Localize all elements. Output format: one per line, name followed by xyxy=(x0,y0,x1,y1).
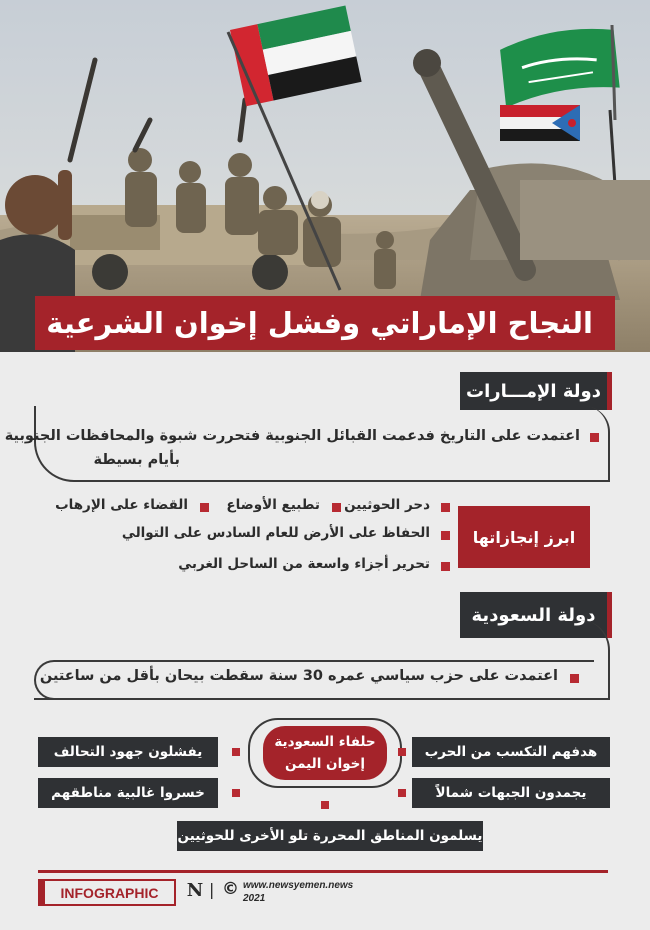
achievement-bullet xyxy=(441,562,450,571)
allies-center-line1: حلفاء السعودية xyxy=(274,734,376,750)
ally-box-left-top: يفشلون جهود التحالف xyxy=(38,737,218,767)
footer-divider xyxy=(38,870,608,873)
connector-dot xyxy=(398,789,406,797)
ally-box-right-bottom: يجمدون الجبهات شمالاً xyxy=(412,778,610,808)
saudi-heading: دولة السعودية xyxy=(460,592,607,638)
uae-statement-frame xyxy=(34,406,610,482)
main-title-bar xyxy=(35,296,615,350)
achievement-bullet xyxy=(332,503,341,512)
allies-center-line2: إخوان اليمن xyxy=(284,756,366,772)
infographic-label: INFOGRAPHIC xyxy=(60,884,159,901)
achievement-item: تطبيع الأوضاع xyxy=(226,497,320,513)
uae-statement-line2: بأيام بسيطة xyxy=(93,452,180,468)
uae-heading: دولة الإمـــارات xyxy=(460,372,607,410)
saudi-statement: اعتمدت على حزب سياسي عمره 30 سنة سقطت بيحان بأقل من ساعتين xyxy=(39,668,558,684)
saudi-statement-bullet xyxy=(570,674,579,683)
uae-statement-line1: اعتمدت على التاريخ فدعمت القبائل الجنوبية فتحررت شبوة والمحافظات الجنوبية xyxy=(4,428,580,444)
ally-box-left-bottom: خسروا غالبية مناطقهم xyxy=(38,778,218,808)
achievements-label: ابرز إنجازاتها xyxy=(472,527,576,547)
connector-dot xyxy=(321,801,329,809)
infographic-label-box xyxy=(38,879,176,906)
achievement-item: تحرير أجزاء واسعة من الساحل الغربي xyxy=(178,556,430,572)
connector-dot xyxy=(232,789,240,797)
achievements-label-box xyxy=(458,506,590,568)
site-logo-icon: N xyxy=(186,879,204,901)
connector-dot xyxy=(232,748,240,756)
footer-separator: | xyxy=(209,880,215,899)
allies-center xyxy=(263,726,387,780)
saudi-heading-accent xyxy=(607,592,612,638)
ally-box-bottom: يسلمون المناطق المحررة تلو الأخرى للحوثيين xyxy=(177,821,483,851)
copyright-icon: © xyxy=(222,879,239,899)
footer-year: 2021 xyxy=(243,893,266,904)
uae-statement-bullet xyxy=(590,433,599,442)
south-yemen-flag-image xyxy=(500,105,580,141)
footer-website: www.newsyemen.news xyxy=(243,880,354,891)
ally-box-right-top: هدفهم التكسب من الحرب xyxy=(412,737,610,767)
achievement-bullet xyxy=(441,531,450,540)
connector-dot xyxy=(398,748,406,756)
achievement-item: دحر الحوثيين xyxy=(344,497,430,513)
achievement-item: الحفاظ على الأرض للعام السادس على التوالي xyxy=(121,525,430,541)
achievement-bullet xyxy=(200,503,209,512)
uae-heading-accent xyxy=(607,372,612,410)
achievement-item: القضاء على الإرهاب xyxy=(55,497,188,513)
page-title: النجاح الإماراتي وفشل إخوان الشرعية xyxy=(46,306,593,340)
achievement-bullet xyxy=(441,503,450,512)
